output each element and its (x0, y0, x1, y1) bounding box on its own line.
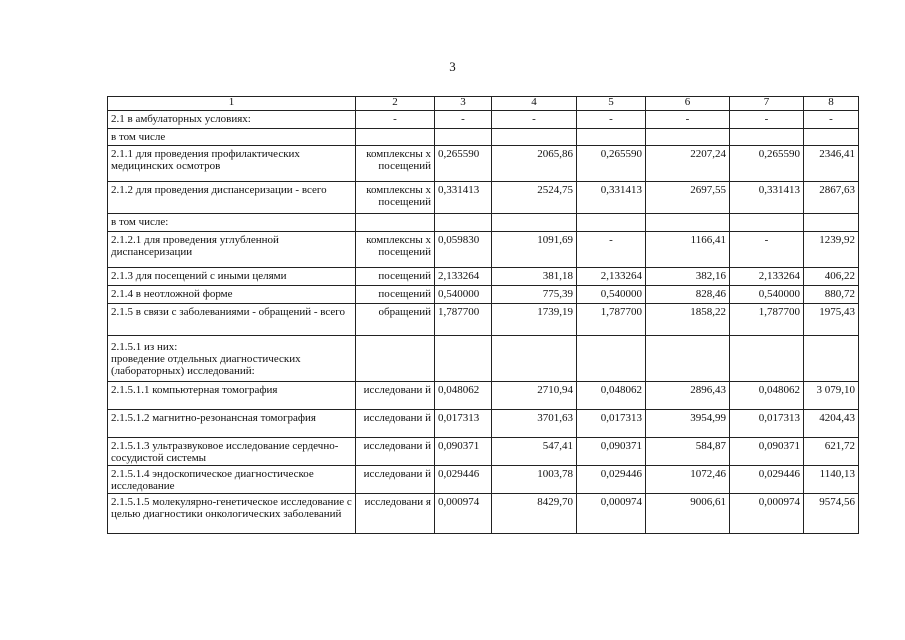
value-cell (492, 129, 577, 146)
tariff-table (107, 96, 859, 534)
value-cell: 828,46 (646, 286, 730, 304)
value-cell: 0,000974 (435, 494, 492, 534)
value-cell (492, 336, 577, 382)
value-cell: 0,090371 (730, 438, 804, 466)
value-cell: 1975,43 (804, 304, 859, 336)
row-label: 2.1.5 в связи с заболеваниями - обращений - всего (108, 304, 356, 336)
table-row (108, 268, 859, 286)
value-cell: 775,39 (492, 286, 577, 304)
value-cell: 0,000974 (577, 494, 646, 534)
table-header-row (108, 97, 859, 111)
unit-cell: исследовани я (356, 494, 435, 534)
value-cell: 2896,43 (646, 382, 730, 410)
value-cell: - (730, 232, 804, 268)
value-cell: 1,787700 (435, 304, 492, 336)
value-cell: 1739,19 (492, 304, 577, 336)
header-cell: 8 (804, 97, 859, 111)
unit-cell: комплексны х посещений (356, 232, 435, 268)
table-row (108, 410, 859, 438)
value-cell: 0,331413 (577, 182, 646, 214)
value-cell: 1239,92 (804, 232, 859, 268)
row-label: 2.1.5.1.2 магнитно-резонансная томография (108, 410, 356, 438)
table-row (108, 146, 859, 182)
value-cell: 3701,63 (492, 410, 577, 438)
table-row (108, 466, 859, 494)
value-cell: 2524,75 (492, 182, 577, 214)
value-cell: 1091,69 (492, 232, 577, 268)
unit-cell: исследовани й (356, 410, 435, 438)
value-cell: 381,18 (492, 268, 577, 286)
row-label: 2.1.2.1 для проведения углубленной диспансеризации (108, 232, 356, 268)
value-cell: 880,72 (804, 286, 859, 304)
header-cell: 7 (730, 97, 804, 111)
table-row (108, 286, 859, 304)
value-cell (804, 336, 859, 382)
value-cell (646, 129, 730, 146)
table-row (108, 129, 859, 146)
table-row (108, 494, 859, 534)
value-cell: 1072,46 (646, 466, 730, 494)
row-label: 2.1.5.1.3 ультразвуковое исследование сердечно-сосудистой системы (108, 438, 356, 466)
table-row (108, 232, 859, 268)
value-cell (730, 214, 804, 232)
row-label: 2.1.2 для проведения диспансеризации - всего (108, 182, 356, 214)
value-cell: - (435, 111, 492, 129)
value-cell: 0,017313 (730, 410, 804, 438)
row-label: 2.1.5.1 из них: проведение отдельных диагностических (лабораторных) исследований: (108, 336, 356, 382)
value-cell: 3954,99 (646, 410, 730, 438)
header-cell: 5 (577, 97, 646, 111)
value-cell (435, 214, 492, 232)
value-cell: 0,265590 (435, 146, 492, 182)
header-cell: 2 (356, 97, 435, 111)
table-row (108, 382, 859, 410)
value-cell: 0,090371 (435, 438, 492, 466)
value-cell: 0,540000 (435, 286, 492, 304)
row-label: в том числе (108, 129, 356, 146)
value-cell: 0,048062 (730, 382, 804, 410)
value-cell: 2,133264 (577, 268, 646, 286)
value-cell: 621,72 (804, 438, 859, 466)
value-cell: - (646, 111, 730, 129)
header-cell: 4 (492, 97, 577, 111)
value-cell: 2867,63 (804, 182, 859, 214)
unit-cell (356, 214, 435, 232)
value-cell: - (577, 232, 646, 268)
value-cell (492, 214, 577, 232)
header-cell: 6 (646, 97, 730, 111)
value-cell: 1003,78 (492, 466, 577, 494)
value-cell: 2346,41 (804, 146, 859, 182)
value-cell: 0,540000 (730, 286, 804, 304)
unit-cell (356, 336, 435, 382)
unit-cell: исследовани й (356, 382, 435, 410)
value-cell: 0,090371 (577, 438, 646, 466)
value-cell: 4204,43 (804, 410, 859, 438)
value-cell: 406,22 (804, 268, 859, 286)
table-row (108, 214, 859, 232)
value-cell (804, 129, 859, 146)
value-cell: 8429,70 (492, 494, 577, 534)
header-cell: 3 (435, 97, 492, 111)
value-cell: - (804, 111, 859, 129)
row-label: 2.1.1 для проведения профилактических медицинских осмотров (108, 146, 356, 182)
value-cell (730, 129, 804, 146)
unit-cell: комплексны х посещений (356, 146, 435, 182)
unit-cell: комплексны х посещений (356, 182, 435, 214)
value-cell: 0,029446 (730, 466, 804, 494)
value-cell (646, 214, 730, 232)
unit-cell: исследовани й (356, 438, 435, 466)
value-cell (435, 336, 492, 382)
value-cell: 0,029446 (577, 466, 646, 494)
unit-cell: обращений (356, 304, 435, 336)
value-cell: 1,787700 (577, 304, 646, 336)
value-cell: 1,787700 (730, 304, 804, 336)
row-label: 2.1.5.1.4 эндоскопическое диагностическое исследование (108, 466, 356, 494)
table-row (108, 304, 859, 336)
unit-cell: исследовани й (356, 466, 435, 494)
value-cell: 2697,55 (646, 182, 730, 214)
value-cell: 2710,94 (492, 382, 577, 410)
value-cell: 2207,24 (646, 146, 730, 182)
page-number: 3 (449, 59, 456, 74)
value-cell: 584,87 (646, 438, 730, 466)
value-cell (730, 336, 804, 382)
value-cell (577, 129, 646, 146)
value-cell: 9574,56 (804, 494, 859, 534)
row-label: 2.1.5.1.5 молекулярно-генетическое исследование с целью диагностики онкологических заболеваний (108, 494, 356, 534)
value-cell: 2,133264 (435, 268, 492, 286)
row-label: 2.1.3 для посещений с иными целями (108, 268, 356, 286)
value-cell: 0,331413 (730, 182, 804, 214)
row-label: 2.1.4 в неотложной форме (108, 286, 356, 304)
value-cell (435, 129, 492, 146)
value-cell (646, 336, 730, 382)
value-cell: 3 079,10 (804, 382, 859, 410)
value-cell: - (492, 111, 577, 129)
value-cell: 2,133264 (730, 268, 804, 286)
unit-cell (356, 129, 435, 146)
value-cell: 0,048062 (435, 382, 492, 410)
value-cell: 0,540000 (577, 286, 646, 304)
table-row (108, 111, 859, 129)
value-cell (804, 214, 859, 232)
value-cell (577, 214, 646, 232)
value-cell: 1140,13 (804, 466, 859, 494)
row-label: 2.1 в амбулаторных условиях: (108, 111, 356, 129)
row-label: в том числе: (108, 214, 356, 232)
value-cell: 0,265590 (730, 146, 804, 182)
value-cell: 547,41 (492, 438, 577, 466)
table-row (108, 182, 859, 214)
value-cell: 0,029446 (435, 466, 492, 494)
value-cell: 0,059830 (435, 232, 492, 268)
value-cell: 0,048062 (577, 382, 646, 410)
table-row (108, 438, 859, 466)
value-cell: 0,017313 (577, 410, 646, 438)
header-cell: 1 (108, 97, 356, 111)
value-cell: 2065,86 (492, 146, 577, 182)
value-cell: - (577, 111, 646, 129)
value-cell: 382,16 (646, 268, 730, 286)
unit-cell: - (356, 111, 435, 129)
row-label: 2.1.5.1.1 компьютерная томография (108, 382, 356, 410)
unit-cell: посещений (356, 286, 435, 304)
value-cell: 0,000974 (730, 494, 804, 534)
value-cell: 9006,61 (646, 494, 730, 534)
value-cell (577, 336, 646, 382)
unit-cell: посещений (356, 268, 435, 286)
value-cell: 0,265590 (577, 146, 646, 182)
value-cell: 0,017313 (435, 410, 492, 438)
table-row (108, 336, 859, 382)
value-cell: 1858,22 (646, 304, 730, 336)
value-cell: 1166,41 (646, 232, 730, 268)
value-cell: 0,331413 (435, 182, 492, 214)
value-cell: - (730, 111, 804, 129)
